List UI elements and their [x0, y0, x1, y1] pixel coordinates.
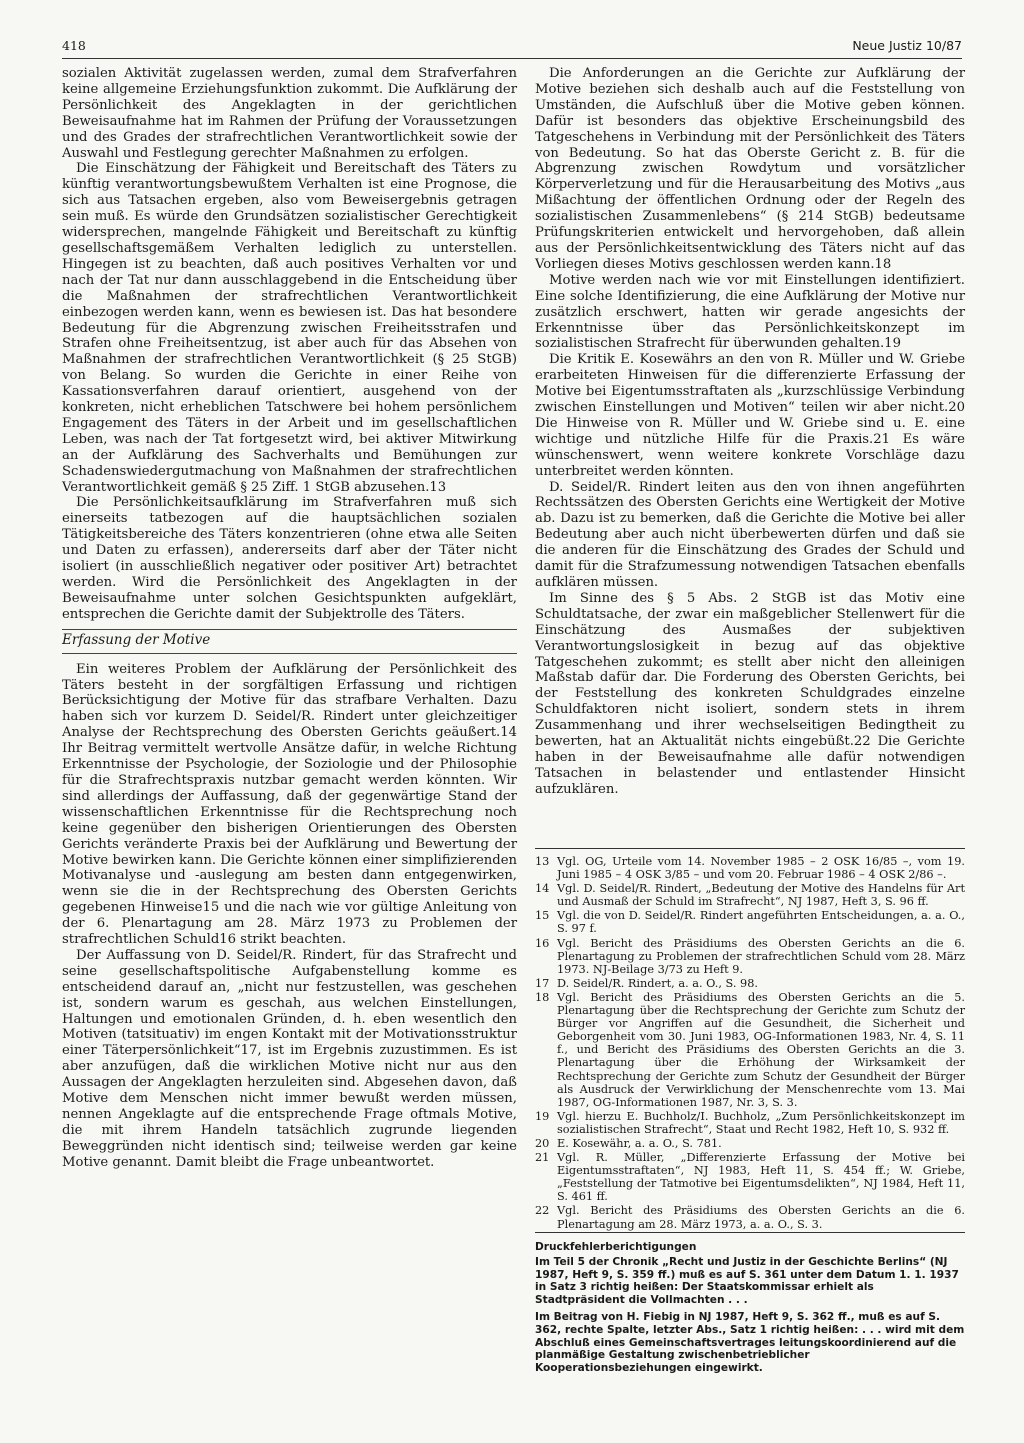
footnote-number: 19 — [535, 1109, 550, 1123]
footnote — [535, 1151, 965, 1203]
footnote-text: Vgl. hierzu E. Buchholz/I. Buchholz, „Zum Persönlichkeitskonzept im sozialistischen Strafrecht“, Staat und Recht 1982, Heft 10, S. 932 ff. — [557, 1109, 965, 1136]
correction-item: Im Teil 5 der Chronik „Recht und Justiz in der Geschichte Berlins“ (NJ 1987, Heft 9, S. 359 ff.) muß es auf S. 361 unter dem Datum 1. 1. 1937 in Satz 3 richtig heißen: Der Staatskommissar erhielt als Stadtpräsident die Vollmachten . . . — [535, 1255, 959, 1307]
paragraph: Die Anforderungen an die Gerichte zur Aufklärung der Motive beziehen sich deshalb auch auf die Feststellung von Umständen, die Aufschluß über die Motive geben können. Dafür ist besonders das objektive Erscheinungsbild des Tatgeschehens in Verbindung mit der Persönlichkeit des Täters von Bedeutung. So hat das Oberste Gericht z. B. für die Abgrenzung zwischen Rowdytum und vorsätzlicher Körperverletzung und für die Herausarbeitung des Motivs „aus Mißachtung der öffentlichen Ordnung oder der Regeln des sozialistischen Zusammenlebens“ (§ 214 StGB) bedeutsame Prüfungskriterien entwickelt und hervorgehoben, daß allein aus der Persönlichkeitsentwicklung des Täters nicht auf das Vorliegen dieses Motivs geschlossen werden kann.18 — [535, 66, 965, 272]
paragraph: Motive werden nach wie vor mit Einstellungen identifiziert. Eine solche Identifizierung, die eine Aufklärung der Motive nur zusätzlich erschwert, hatten wir gerade angesichts der Erkenntnisse über das Persönlichkeitskonzept im sozialistischen Strafrecht für überwunden gehalten.19 — [535, 272, 965, 352]
page-header — [62, 38, 962, 58]
section-heading: Erfassung der Motive — [62, 629, 517, 654]
left-column — [62, 66, 517, 1171]
footnote-number: 21 — [535, 1151, 550, 1165]
footnote — [535, 855, 965, 881]
paragraph: Die Kritik E. Kosewährs an den von R. Müller und W. Griebe erarbeiteten Hinweisen für die differenzierte Erfassung der Motive bei Eigentumsstraftaten als „kurzschlüssige Verbindung zwischen Einstellungen und Motiven“ teilen wir aber nicht.20 Die Hinweise von R. Müller und W. Griebe sind u. E. eine wichtige und nützliche Hilfe für die Praxis.21 Es wäre wünschenswert, wenn weitere konkrete Vorschläge dazu unterbreitet werden könnten. — [535, 352, 965, 479]
paragraph: D. Seidel/R. Rindert leiten aus den von ihnen angeführten Rechtssätzen des Obersten Gerichts eine Wertigkeit der Motive ab. Dazu ist zu bemerken, daß die Gerichte die Motive bei aller Bedeutung aber auch nicht überbewerten dürfen und daß sie die anderen für die Einschätzung des Grades der Schuld und damit für die Strafzumessung notwendigen Tatsachen ebenfalls aufklären müssen. — [535, 479, 965, 590]
footnote-text: E. Kosewähr, a. a. O., S. 781. — [557, 1136, 722, 1150]
footnote — [535, 1137, 965, 1150]
footnote-text: Vgl. Bericht des Präsidiums des Obersten Gerichts an die 6. Plenartagung zu Problemen der strafrechtlichen Schuld vom 28. März 1973. NJ-Beilage 3/73 zu Heft 9. — [557, 936, 965, 976]
paragraph: Die Persönlichkeitsaufklärung im Strafverfahren muß sich einerseits tatbezogen auf die hauptsächlichen sozialen Tätigkeitsbereiche des Täters konzentrieren (ohne etwa alle Seiten und Daten zu erfassen), andererseits darf aber der Täter nicht isoliert (in ausschließlich negativer oder positiver Art) betrachtet werden. Wird die Persönlichkeit des Angeklagten in der Beweisaufnahme unter solchen Gesichtspunkten aufgeklärt, entsprechen die Gerichte damit der Subjektrolle des Täters. — [62, 495, 517, 622]
corrections-heading: Druckfehlerberichtigungen — [535, 1241, 697, 1253]
paragraph: sozialen Aktivität zugelassen werden, zumal dem Strafverfahren keine allgemeine Erziehungsfunktion zukommt. Die Aufklärung der Persönlichkeit des Angeklagten in der gerichtlichen Beweisaufnahme hat im Rahmen der Prüfung der Voraussetzungen und des Grades der strafrechtlichen Verantwortlichkeit sowie der Auswahl und Festlegung gerechter Maßnahmen zu erfolgen. — [62, 66, 517, 161]
footnotes — [535, 848, 965, 1232]
footnote-text: Vgl. D. Seidel/R. Rindert, „Bedeutung der Motive des Handelns für Art und Ausmaß der Schuld im Strafrecht“, NJ 1987, Heft 3, S. 96 ff. — [557, 882, 965, 909]
footnote-number: 15 — [535, 909, 550, 923]
right-column — [535, 66, 965, 798]
footnote — [535, 909, 965, 935]
footnote-number: 13 — [535, 855, 550, 868]
paragraph: Der Auffassung von D. Seidel/R. Rindert, für das Strafrecht und seine gesellschaftspolitische Aufgabenstellung komme es entscheidend darauf an, „nicht nur festzustellen, was geschehen ist, sondern warum es geschah, aus welchen Einstellungen, Haltungen und emotionalen Gründen, d. h. eben wesentlich den Motiven (tatsituativ) im engen Kontakt mit der Motivationsstruktur einer Täterpersönlichkeit“17, ist im Ergebnis zuzustimmen. Es ist aber anzufügen, daß die wirklichen Motive nicht nur aus den Aussagen der Angeklagten herzuleiten sind. Abgesehen davon, daß Motive dem Menschen nicht immer bewußt werden müssen, nennen Angeklagte auf die entsprechende Frage oftmals Motive, die mit ihrem Handeln tatsächlich zugrunde liegenden Beweggründen nicht identisch sind; teilweise werden gar keine Motive genannt. Damit bleibt die Frage unbeantwortet. — [62, 947, 517, 1170]
footnote — [535, 1204, 965, 1230]
correction-item: Im Beitrag von H. Fiebig in NJ 1987, Heft 9, S. 362 ff., muß es auf S. 362, rechte Spalte, letzter Abs., Satz 1 richtig heißen: . . . wird mit dem Abschluß eines Gemeinschaftsvertrages leitungskoordinierend auf die planmäßige Gestaltung zwischenbetrieblicher Kooperationsbeziehungen eingewirkt. — [535, 1310, 965, 1375]
footnote-text: Vgl. Bericht des Präsidiums des Obersten Gerichts an die 5. Plenartagung über die Rechtsprechung der Gerichte zum Schutz der Bürger vor Angriffen auf die Gesundheit, die Sicherheit und Geborgenheit vom 30. Juni 1983, OG-Informationen 1983, Nr. 4, S. 11 f., und Bericht des Präsidiums des Obersten Gerichts an die 3. Plenartagung über die Erhöhung der Wirksamkeit der Rechtsprechung der Gerichte zum Schutz der Gesundheit der Bürger als Ausdruck der Verwirklichung der Menschenrechte vom 13. Mai 1987, OG-Informationen 1987, Nr. 3, S. 3. — [557, 990, 965, 1109]
footnote — [535, 1110, 965, 1136]
footnote-text: Vgl. die von D. Seidel/R. Rindert angeführten Entscheidungen, a. a. O., S. 97 f. — [557, 909, 965, 936]
footnote — [535, 977, 965, 990]
footnote-text: Vgl. R. Müller, „Differenzierte Erfassung der Motive bei Eigentumsstraftaten“, NJ 1983, Heft 11, S. 454 ff.; W. Griebe, „Feststellung der Tatmotive bei Eigentumsdelikten“, NJ 1984, Heft 11, S. 461 ff. — [557, 1151, 965, 1204]
journal-issue: Neue Justiz 10/87 — [852, 38, 962, 53]
footnote-text: D. Seidel/R. Rindert, a. a. O., S. 98. — [557, 976, 759, 990]
paragraph: Die Einschätzung der Fähigkeit und Bereitschaft des Täters zu künftig verantwortungsbewußtem Verhalten ist eine Prognose, die sich aus Tatsachen ergeben, also vom Beweisergebnis getragen sein muß. Es würde den Grundsätzen sozialistischer Gerechtigkeit widersprechen, mangelnde Fähigkeit und Bereitschaft zu künftig gesellschaftsgemäßem Verhalten lediglich zu unterstellen. Hingegen ist zu beachten, daß auch positives Verhalten vor und nach der Tat nur dann ausschlaggebend in die Entscheidung über die Maßnahmen der strafrechtlichen Verantwortlichkeit einbezogen werden kann, wenn es bewiesen ist. Das hat besondere Bedeutung für die Abgrenzung zwischen Freiheitsstrafen und Strafen ohne Freiheitsentzug, ist aber auch für das Absehen von Maßnahmen der strafrechtlichen Verantwortlichkeit (§ 25 StGB) von Belang. So wurden die Gerichte in einer Reihe von Kassationsverfahren darauf orientiert, ausgehend von der konkreten, nicht erheblichen Tatschwere bei hohem persönlichem Engagement des Täters in der Arbeit und im gesellschaftlichen Leben, was nach der Tat fortgesetzt wird, bei aktiver Mitwirkung an der Aufklärung des Sachverhalts und Bemühungen zur Schadenswiedergutmachung von Maßnahmen der strafrechtlichen Verantwortlichkeit gemäß § 25 Ziff. 1 StGB abzusehen.13 — [62, 161, 517, 495]
footnote-number: 16 — [535, 936, 550, 950]
footnote-number: 18 — [535, 990, 550, 1004]
page-number: 418 — [62, 38, 86, 53]
footnote — [535, 991, 965, 1109]
paragraph: Ein weiteres Problem der Aufklärung der Persönlichkeit des Täters besteht in der sorgfältigen Erfassung und richtigen Berücksichtigung der Motive für das strafbare Verhalten. Dazu haben sich vor kurzem D. Seidel/R. Rindert unter gleichzeitiger Analyse der Rechtsprechung des Obersten Gerichts geäußert.14 Ihr Beitrag vermittelt wertvolle Ansätze dafür, in welche Richtung Erkenntnisse der Psychologie, der Soziologie und der Philosophie für die Strafrechtspraxis nutzbar gemacht werden könnten. Wir sind allerdings der Auffassung, daß der gegenwärtige Stand der wissenschaftlichen Erkenntnisse für die Rechtsprechung noch keine gegenüber den bisherigen Orientierungen des Obersten Gerichts veränderte Praxis bei der Aufklärung und Bewertung der Motive bewirken kann. Die Gerichte können einer simplifizierenden Motivanalyse und -auslegung am besten dann entgegenwirken, wenn sie die in der Rechtsprechung des Obersten Gerichts gegebenen Hinweise15 und die nach wie vor gültige Anleitung von der 6. Plenartagung am 28. März 1973 zu Problemen der strafrechtlichen Schuld16 strikt beachten. — [62, 661, 517, 948]
footnote-number: 17 — [535, 976, 550, 990]
footnote — [535, 882, 965, 908]
footnote-text: Vgl. OG, Urteile vom 14. November 1985 – 2 OSK 16/85 –, vom 19. Juni 1985 – 4 OSK 3/85 – und vom 20. Februar 1986 – 4 OSK 2/86 –. — [557, 855, 965, 882]
paragraph: Im Sinne des § 5 Abs. 2 StGB ist das Motiv eine Schuldtatsache, der zwar ein maßgeblicher Stellenwert für die Einschätzung des Ausmaßes der subjektiven Verantwortungslosigkeit in bezug auf das objektive Tatgeschehen zukommt; es stellt aber nicht den alleinigen Maßstab dafür dar. Die Forderung des Obersten Gerichts, bei der Feststellung des konkreten Schuldgrades einzelne Schuldfaktoren nicht isoliert, sondern stets in ihrem Zusammenhang und ihrer wechselseitigen Bedingtheit zu bewerten, hat an Aktualität nichts eingebüßt.22 Die Gerichte haben in der Beweisaufnahme alle dafür notwendigen Tatsachen in belastender und entlastender Hinsicht aufzuklären. — [535, 590, 965, 797]
footnote-text: Vgl. Bericht des Präsidiums des Obersten Gerichts an die 6. Plenartagung am 28. März 1973, a. a. O., S. 3. — [557, 1204, 965, 1231]
footnote-number: 20 — [535, 1136, 550, 1150]
footnote — [535, 937, 965, 976]
header-rule — [62, 58, 962, 59]
footnote-number: 22 — [535, 1204, 550, 1218]
footnote-number: 14 — [535, 882, 550, 896]
corrections-box — [535, 1232, 965, 1379]
